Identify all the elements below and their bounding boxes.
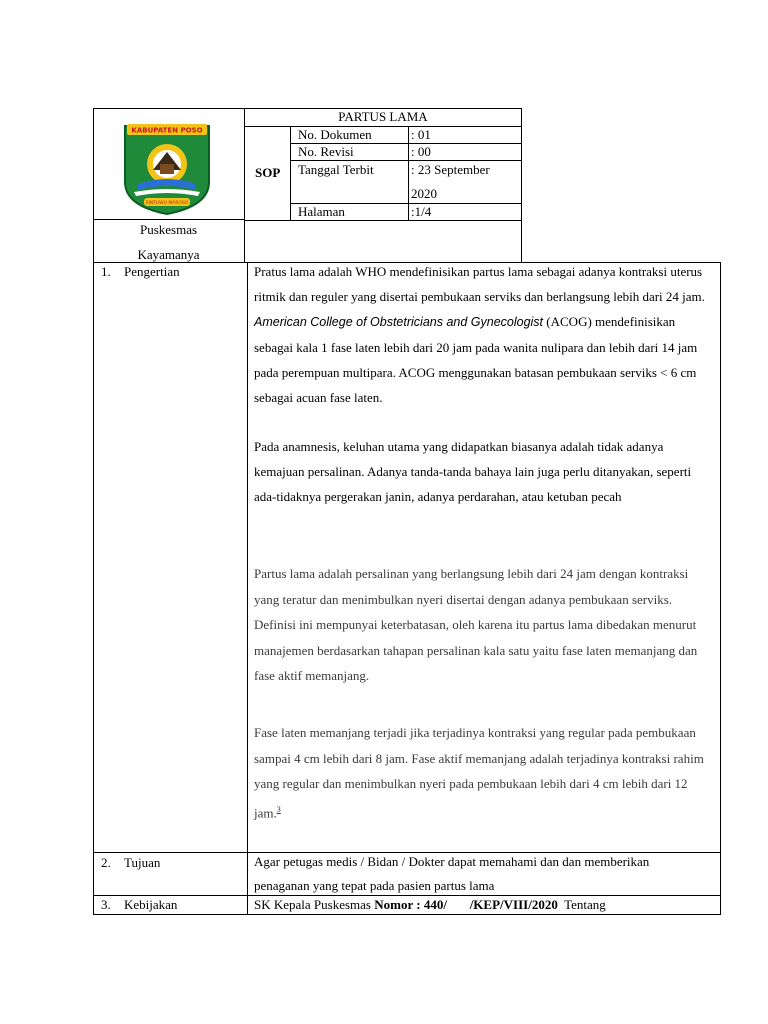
header-divider xyxy=(244,108,245,262)
tujuan-text: Agar petugas medis / Bidan / Dokter dapat memahami dan dan memberikan penaganan yang tepat pada pasien partus lama xyxy=(254,854,650,893)
org-name-line2: Kayamanya xyxy=(137,247,200,262)
pengertian-paragraph-1: Pratus lama adalah WHO mendefinisikan partus lama sebagai adanya kontraksi uterus ritmik dan reguler yang disertai pembukaan serviks dan berlangsung lebih dari 24 jam. American College of Obstetricians and Gynecologist (ACOG) mendefinisikan sebagai kala 1 fase laten lebih dari 20 jam pada wanita nulipara dan lebih dari 14 jam pada perempuan multipara. ACOG menggunakan batasan pembukaan serviks < 6 cm sebagai acuan fase laten. xyxy=(254,264,705,405)
header-logo-bottom-border xyxy=(93,219,244,220)
header-right-border xyxy=(521,108,522,262)
meta-value-divider xyxy=(408,126,409,220)
section-label-kebijakan: Kebijakan xyxy=(124,897,178,912)
meta-label-no-revisi: No. Revisi xyxy=(298,144,354,159)
meta-label-halaman: Halaman xyxy=(298,204,345,219)
reference-link[interactable]: 3 xyxy=(276,804,281,814)
body-label-divider xyxy=(247,262,248,915)
kabupaten-poso-logo xyxy=(120,120,214,216)
header-title-bottom-border xyxy=(244,126,522,127)
row-border xyxy=(93,914,721,915)
section-number: 1. xyxy=(101,264,111,279)
header-left-border xyxy=(93,108,94,262)
acog-italic-name: American College of Obstetricians and Gynecologist xyxy=(254,315,544,329)
meta-value-no-dokumen: : 01 xyxy=(411,127,431,142)
meta-label-no-dokumen: No. Dokumen xyxy=(298,127,372,142)
body-right-border xyxy=(720,262,721,915)
logo-text-top: KABUPATEN POSO xyxy=(131,126,203,135)
document-title: PARTUS LAMA xyxy=(338,109,428,124)
sop-label: SOP xyxy=(255,165,281,180)
meta-value-tanggal-terbit: : 23 September xyxy=(411,162,490,177)
pengertian-paragraph-4: Fase laten memanjang terjadi jika terjadinya kontraksi yang regular pada pembukaan sampai 4 cm lebih dari 8 jam. Fase aktif memanjang adalah terjadinya kontraksi rahim yang regular dan menimbulkan nyeri pada pembukaan lebih dari 4 cm lebih dari 12 jam.$^3$ xyxy=(254,725,704,821)
meta-value-halaman: :1/4 xyxy=(411,204,432,219)
header-meta-bottom-border xyxy=(244,220,522,221)
section-number: 2. xyxy=(101,855,111,870)
meta-row-border xyxy=(290,160,522,161)
kebijakan-text: SK Kepala Puskesmas Nomor : 440/ /KEP/VIII/2020 Tentang xyxy=(254,897,606,912)
pengertian-paragraph-3: Partus lama adalah persalinan yang berlangsung lebih dari 24 jam dengan kontraksi yang teratur dan menimbulkan nyeri disertai dengan adanya pembukaan serviks. Definisi ini mempunyai keterbatasan, oleh karena itu partus lama dibedakan menurut manajemen berdasarkan tahapan persalinan kala satu yaitu fase laten memanjang dan fase aktif memanjang. xyxy=(254,566,698,684)
pengertian-paragraph-2: Pada anamnesis, keluhan utama yang didapatkan biasanya adalah tidak adanya kemajuan persalinan. Adanya tanda-tanda bahaya lain juga perlu ditanyakan, seperti ada-tidaknya pergerakan janin, adanya perdarahan, atau ketuban pecah xyxy=(254,439,692,504)
meta-value-no-revisi: : 00 xyxy=(411,144,431,159)
logo-text-bottom: SINTUWU MAROSO xyxy=(145,201,189,206)
meta-value-tanggal-terbit-year: 2020 xyxy=(411,186,437,201)
sop-divider xyxy=(290,126,291,220)
section-label-tujuan: Tujuan xyxy=(124,855,161,870)
section-label-pengertian: Pengertian xyxy=(124,264,180,279)
meta-label-tanggal-terbit: Tanggal Terbit xyxy=(298,162,374,177)
section-number: 3. xyxy=(101,897,111,912)
body-left-border xyxy=(93,262,94,915)
org-name-line1: Puskesmas xyxy=(139,222,198,237)
